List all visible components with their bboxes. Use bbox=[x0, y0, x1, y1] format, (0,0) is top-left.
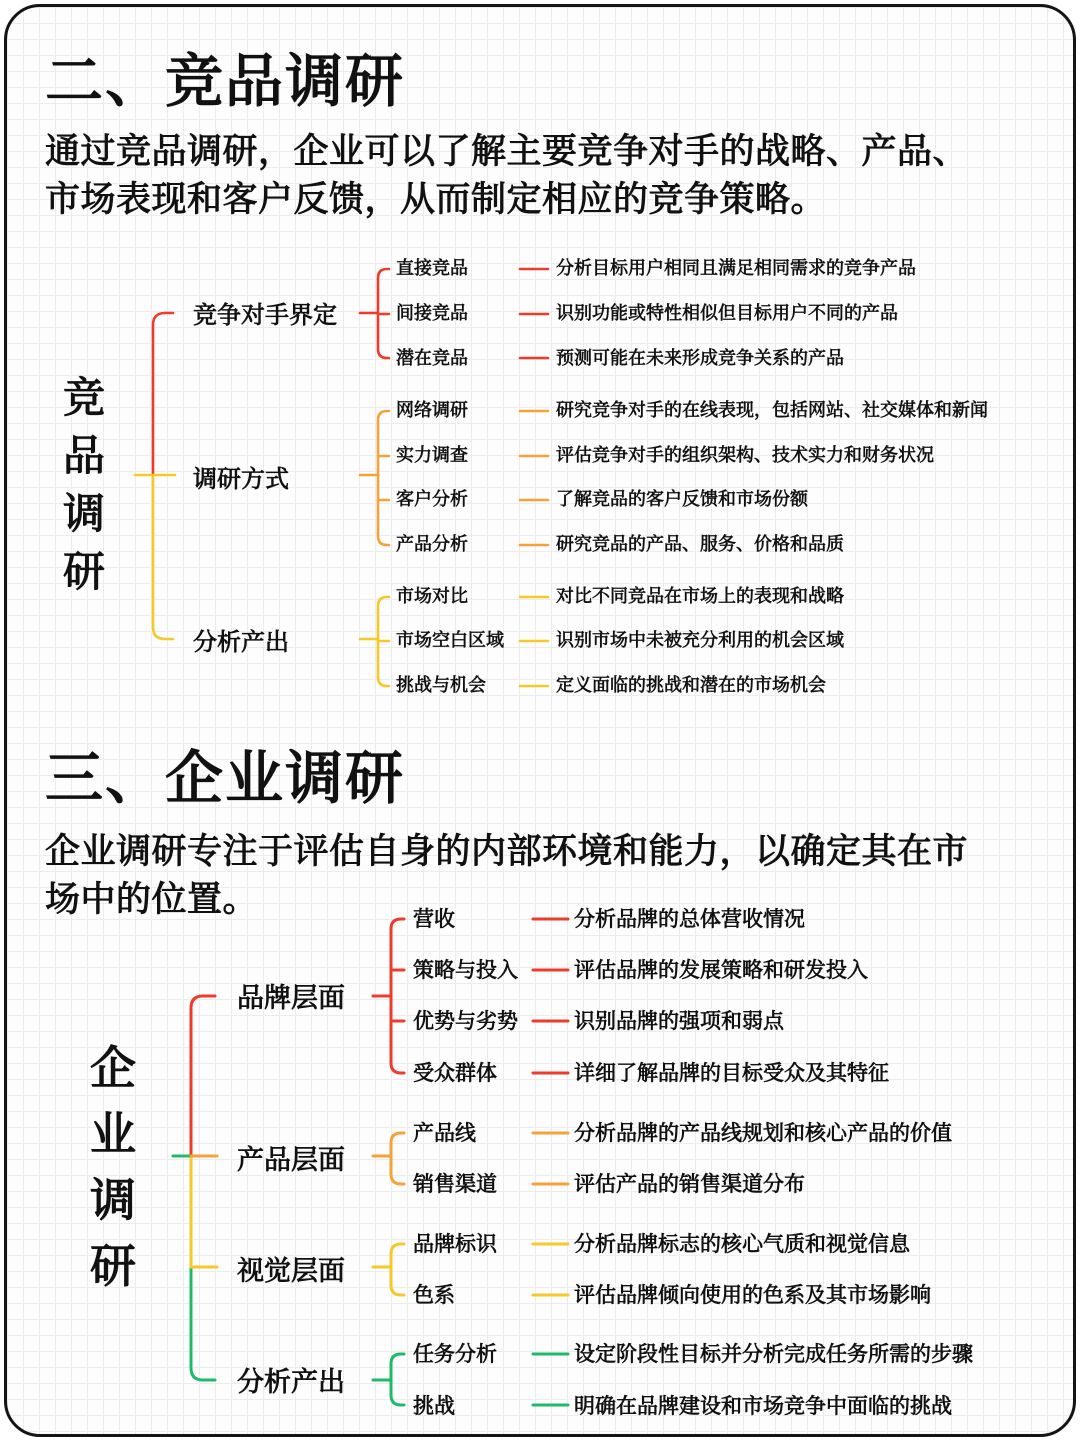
s2-branch-research-methods: 调研方式 bbox=[193, 465, 289, 493]
section2-heading: 二、竞品调研 bbox=[45, 47, 406, 115]
s3-branch-product-level: 产品层面 bbox=[237, 1145, 345, 1176]
s3-desc-audience: 详细了解品牌的目标受众及其特征 bbox=[574, 1061, 889, 1085]
s2-desc-customer-analysis: 了解竞品的客户反馈和市场份额 bbox=[556, 489, 808, 510]
s3-desc-strengths-weaknesses: 识别品牌的强项和弱点 bbox=[574, 1009, 784, 1033]
s3-root-bracket-red bbox=[191, 996, 215, 1156]
s2-desc-challenge-opportunity: 定义面临的挑战和潜在的市场机会 bbox=[556, 675, 826, 696]
section3-intro-line2: 场中的位置。 bbox=[45, 880, 259, 920]
section3-heading: 三、企业调研 bbox=[45, 744, 406, 812]
s3-bracket-3 bbox=[391, 1354, 404, 1405]
s3-leaf-brand-logo: 品牌标识 bbox=[413, 1232, 497, 1256]
s3-desc-task-analysis: 设定阶段性目标并分析完成任务所需的步骤 bbox=[574, 1342, 973, 1366]
s3-leaf-audience: 受众群体 bbox=[413, 1061, 497, 1085]
s3-leaf-color-scheme: 色系 bbox=[413, 1283, 455, 1307]
s2-branch-analysis-output: 分析产出 bbox=[193, 628, 289, 656]
s2-leaf-potential-competitor: 潜在竞品 bbox=[396, 348, 468, 369]
s2-desc-online-research: 研究竞争对手的在线表现，包括网站、社交媒体和新闻 bbox=[556, 400, 988, 421]
s2-leaf-indirect-competitor: 间接竞品 bbox=[396, 303, 468, 324]
s2-desc-potential-competitor: 预测可能在未来形成竞争关系的产品 bbox=[556, 348, 844, 369]
s2-desc-market-gap: 识别市场中未被充分利用的机会区域 bbox=[556, 630, 844, 651]
s3-desc-product-line: 分析品牌的产品线规划和核心产品的价值 bbox=[574, 1121, 952, 1145]
s2-leaf-direct-competitor: 直接竞品 bbox=[396, 258, 468, 279]
s3-branch-brand-level: 品牌层面 bbox=[237, 983, 345, 1014]
s2-root-bracket-top bbox=[153, 313, 173, 475]
s3-branch-analysis-output: 分析产出 bbox=[237, 1367, 345, 1398]
s3-desc-sales-channel: 评估产品的销售渠道分布 bbox=[574, 1172, 805, 1196]
s2-leaf-strength-survey: 实力调查 bbox=[396, 445, 468, 466]
s2-branch-competitor-definition: 竞争对手界定 bbox=[193, 301, 337, 329]
s3-desc-challenge: 明确在品牌建设和市场竞争中面临的挑战 bbox=[574, 1394, 952, 1418]
s2-desc-market-comparison: 对比不同竞品在市场上的表现和战略 bbox=[556, 586, 844, 607]
s2-leaf-challenge-opportunity: 挑战与机会 bbox=[396, 675, 486, 696]
s3-root-bracket-green bbox=[191, 1267, 215, 1380]
page-frame bbox=[4, 4, 1076, 1437]
s2-desc-direct-competitor: 分析目标用户相同且满足相同需求的竞争产品 bbox=[556, 258, 916, 279]
s2-desc-product-analysis: 研究竞品的产品、服务、价格和品质 bbox=[556, 534, 844, 555]
s2-root-bracket-bottom bbox=[153, 475, 173, 639]
s3-leaf-task-analysis: 任务分析 bbox=[413, 1342, 497, 1366]
s3-desc-color-scheme: 评估品牌倾向使用的色系及其市场影响 bbox=[574, 1283, 931, 1307]
s2-leaf-customer-analysis: 客户分析 bbox=[396, 489, 468, 510]
s2-desc-indirect-competitor: 识别功能或特性相似但目标用户不同的产品 bbox=[556, 303, 898, 324]
section2-intro-line2: 市场表现和客户反馈，从而制定相应的竞争策略。 bbox=[45, 180, 827, 220]
s3-desc-revenue: 分析品牌的总体营收情况 bbox=[574, 907, 805, 931]
s3-desc-brand-logo: 分析品牌标志的核心气质和视觉信息 bbox=[574, 1232, 910, 1256]
s3-bracket-2 bbox=[391, 1244, 404, 1295]
section2-root-label: 竞品调研 bbox=[62, 373, 105, 596]
s2-bracket-1 bbox=[378, 411, 389, 545]
section3-intro-line1: 企业调研专注于评估自身的内部环境和能力，以确定其在市 bbox=[45, 832, 969, 872]
s3-leaf-sales-channel: 销售渠道 bbox=[413, 1172, 497, 1196]
section3-root-label: 企业调研 bbox=[90, 1041, 136, 1293]
s3-bracket-0 bbox=[391, 919, 404, 1073]
s3-leaf-revenue: 营收 bbox=[413, 907, 455, 931]
s3-branch-visual-level: 视觉层面 bbox=[237, 1256, 345, 1287]
section2-intro-line1: 通过竞品调研，企业可以了解主要竞争对手的战略、产品、 bbox=[45, 132, 969, 172]
s2-leaf-product-analysis: 产品分析 bbox=[396, 534, 468, 555]
s2-leaf-market-gap: 市场空白区域 bbox=[396, 630, 504, 651]
s3-desc-strategy-investment: 评估品牌的发展策略和研发投入 bbox=[574, 958, 868, 982]
s2-leaf-market-comparison: 市场对比 bbox=[396, 586, 468, 607]
s3-leaf-product-line: 产品线 bbox=[413, 1121, 476, 1145]
s2-desc-strength-survey: 评估竞争对手的组织架构、技术实力和财务状况 bbox=[556, 445, 934, 466]
s3-leaf-strengths-weaknesses: 优势与劣势 bbox=[413, 1009, 518, 1033]
s3-bracket-1 bbox=[391, 1133, 404, 1184]
s3-leaf-strategy-investment: 策略与投入 bbox=[413, 958, 518, 982]
s3-leaf-challenge: 挑战 bbox=[413, 1394, 455, 1418]
connector-lines bbox=[7, 7, 1073, 1434]
s2-leaf-online-research: 网络调研 bbox=[396, 400, 468, 421]
